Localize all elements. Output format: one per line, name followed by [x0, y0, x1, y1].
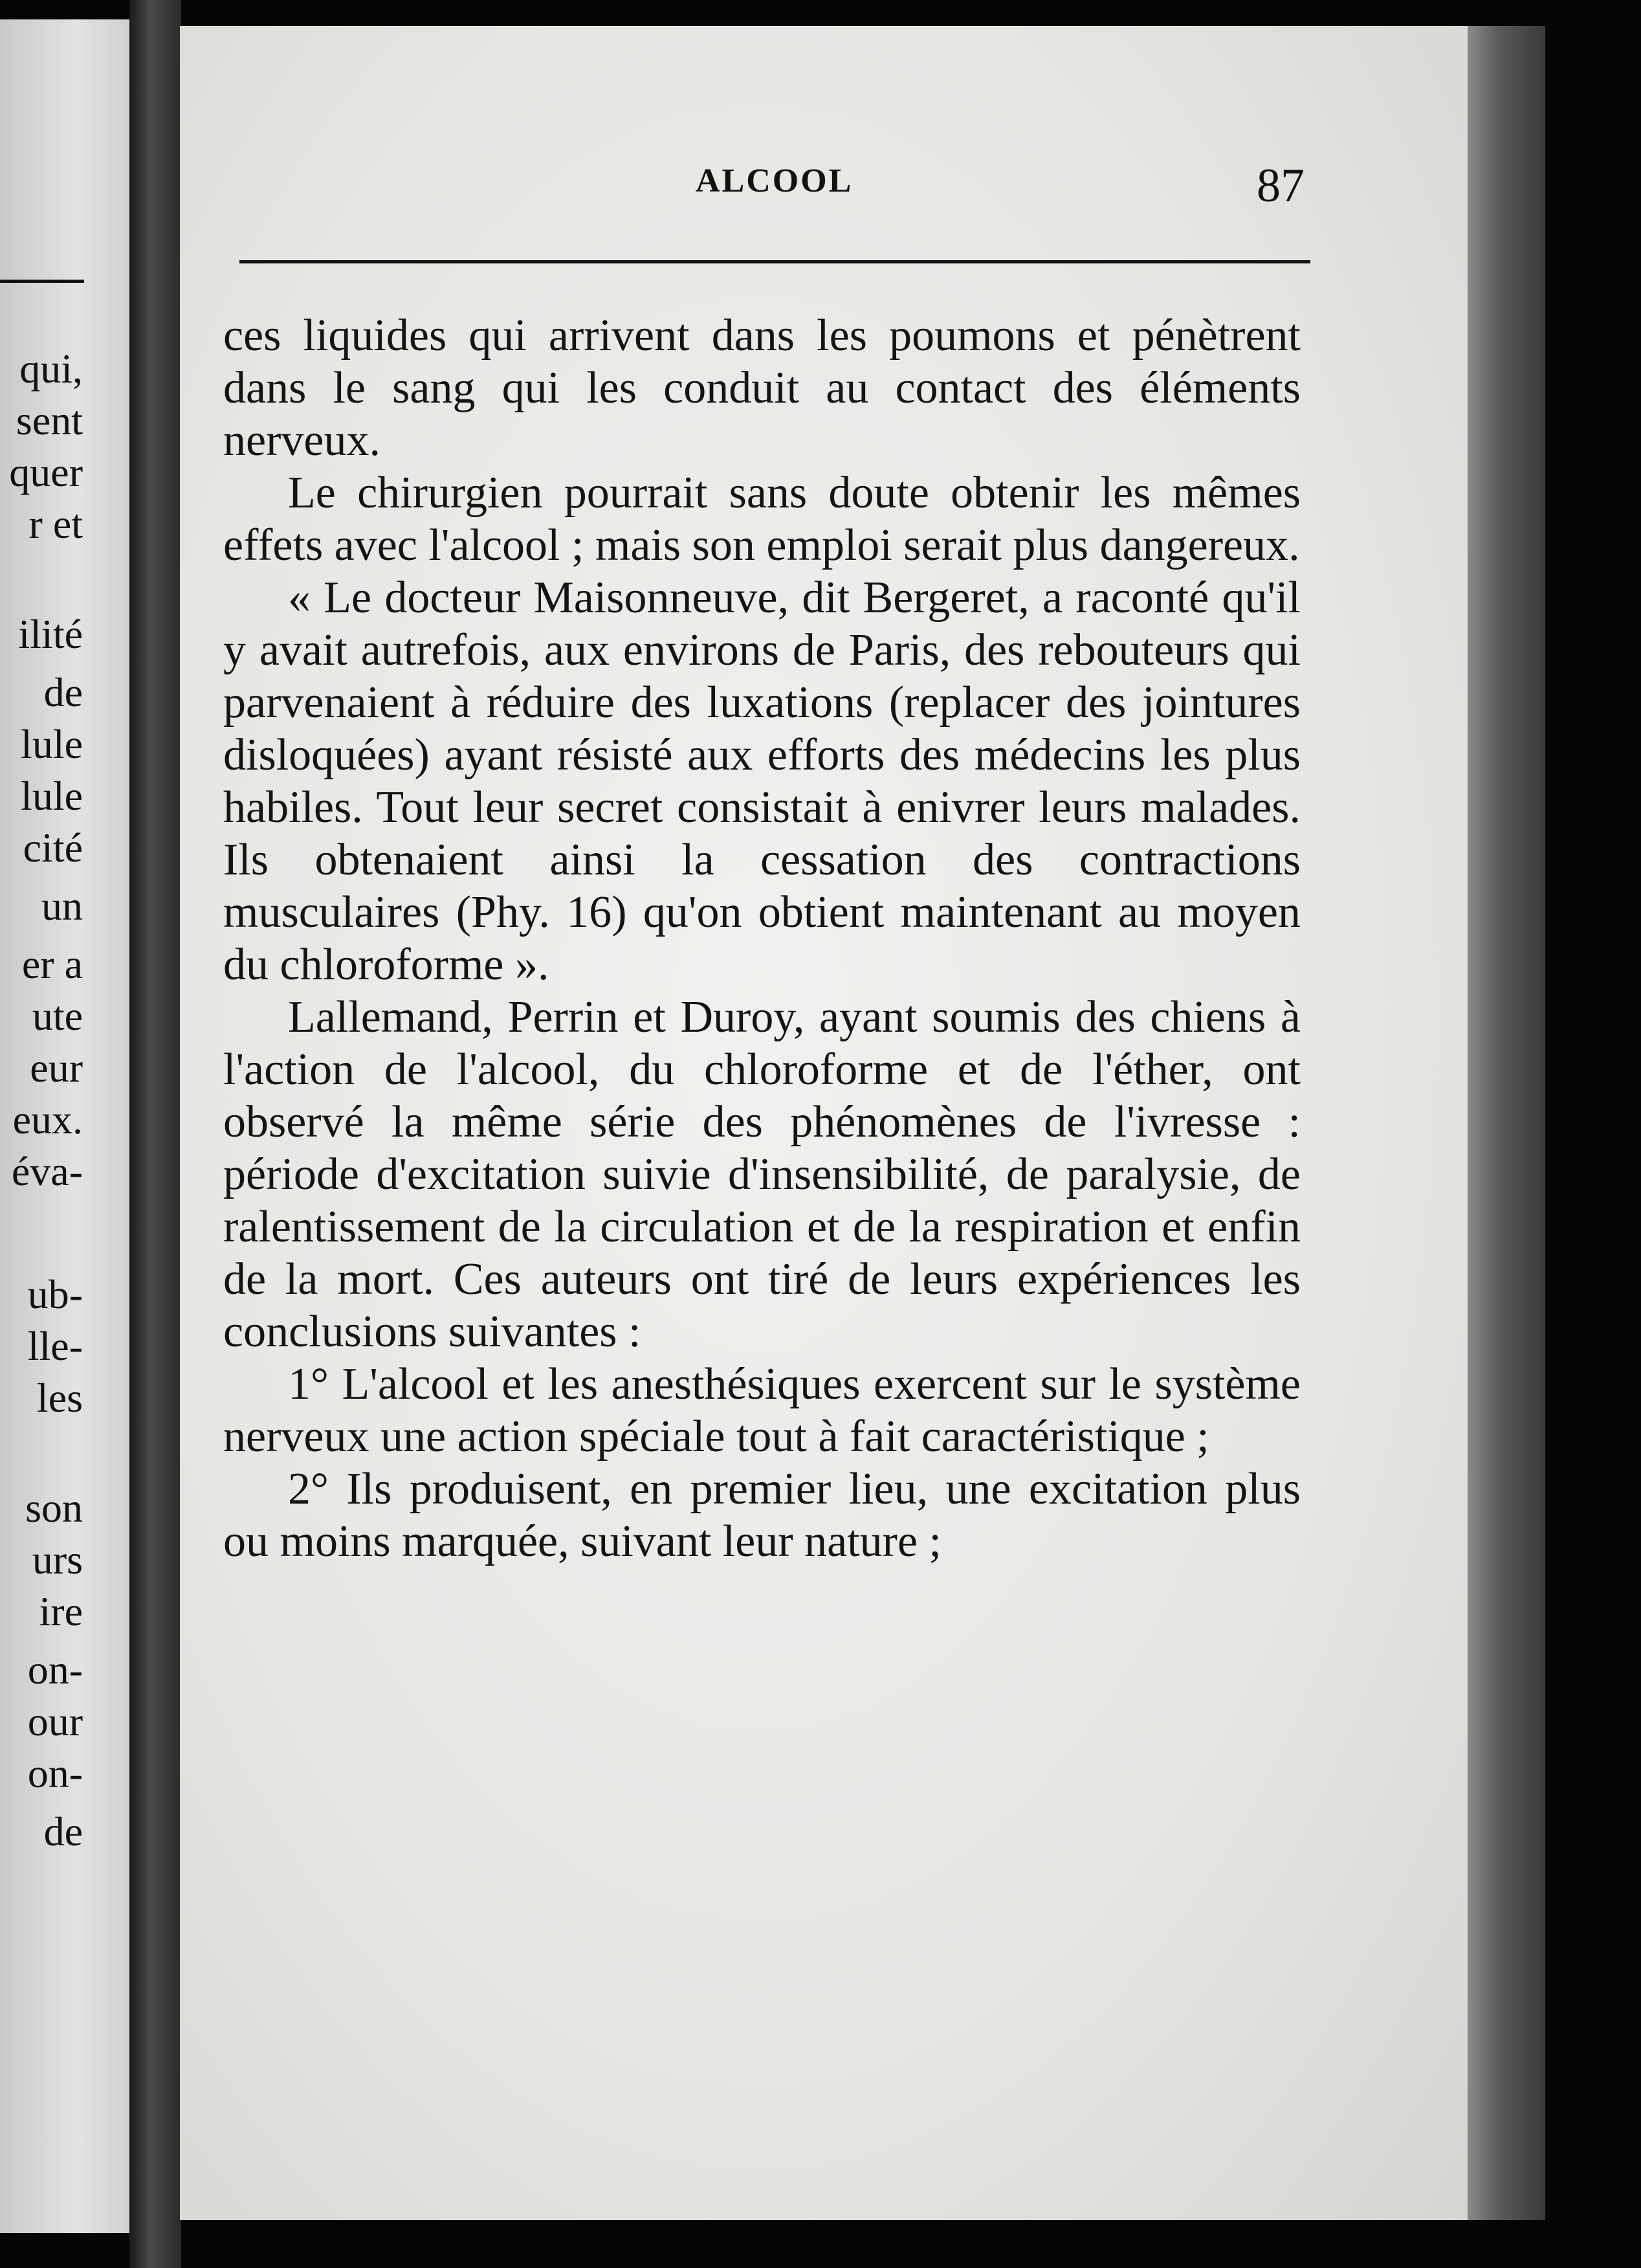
body-text: [223, 309, 1301, 1568]
paragraph: 1° L'alcool et les anesthésiques exercent sur le système nerveux une action spéciale tout à fait caractéristique ;: [223, 1359, 1301, 1462]
previous-page-line: eux.: [12, 1096, 83, 1142]
previous-page-line: ute: [32, 993, 83, 1039]
previous-page-line: éva-: [11, 1148, 83, 1194]
previous-page-line: lule: [21, 721, 83, 767]
previous-page-line: eur: [30, 1045, 83, 1091]
previous-page-line: les: [36, 1375, 83, 1421]
previous-page-line: de: [43, 669, 83, 715]
running-head: ALCOOL: [696, 162, 854, 199]
book-gutter: [129, 0, 181, 2268]
previous-page-line: son: [25, 1485, 83, 1531]
paragraph: Lallemand, Perrin et Duroy, ayant soumis des chiens à l'action de l'alcool, du chloroforme et de l'éther, ont observé la même série des phénomènes de l'ivresse : période d'excitation suivie d'insensibilité, de paralysie, de ralentissement de la circulation et de la respiration et enfin de la mort. Ces auteurs ont tiré de leurs expériences les conclusions suivantes :: [223, 992, 1301, 1357]
paragraph: 2° Ils produisent, en premier lieu, une excitation plus ou moins marquée, suivant leur nature ;: [223, 1464, 1301, 1566]
previous-page-line: our: [27, 1698, 83, 1744]
previous-page-head-rule: [0, 280, 84, 283]
previous-page-line: de: [43, 1808, 83, 1854]
previous-page-line: cité: [23, 825, 83, 871]
previous-page-line: ilité: [18, 611, 83, 657]
previous-page-line: on-: [27, 1647, 83, 1693]
page-stack-edge: [1468, 26, 1545, 2220]
previous-page-line: ub-: [27, 1271, 83, 1317]
header-rule: [239, 260, 1310, 263]
previous-page-line: r et: [28, 501, 83, 547]
previous-page-line: sent: [16, 397, 83, 443]
previous-page-line: lle-: [27, 1323, 83, 1369]
previous-page-line: lule: [21, 773, 83, 819]
page-number: 87: [1257, 159, 1305, 212]
previous-page-line: qui,: [19, 346, 83, 392]
previous-page-line: un: [41, 883, 83, 929]
previous-page-line: ire: [39, 1588, 83, 1634]
previous-page-line: quer: [9, 449, 83, 495]
previous-page-line: urs: [32, 1537, 83, 1583]
previous-page-line: er a: [21, 941, 83, 987]
paragraph: « Le docteur Maisonneuve, dit Bergeret, a raconté qu'il y avait autrefois, aux environs de Paris, des rebouteurs qui parvenaient à réduire des luxations (replacer des jointures disloquées) ayant résisté aux efforts des médecins les plus habiles. Tout leur secret consistait à enivrer leurs malades. Ils obtenaient ainsi la cessation des contractions musculaires (Phy. 16) qu'on obtient maintenant au moyen du chloroforme ».: [223, 573, 1301, 990]
paragraph: ces liquides qui arrivent dans les poumons et pénètrent dans le sang qui les conduit au contact des éléments nerveux.: [223, 311, 1301, 465]
previous-page-fragment: [0, 19, 129, 2233]
paragraph: Le chirurgien pourrait sans doute obtenir les mêmes effets avec l'alcool ; mais son emploi serait plus dangereux.: [223, 468, 1301, 570]
previous-page-line: on-: [27, 1750, 83, 1796]
